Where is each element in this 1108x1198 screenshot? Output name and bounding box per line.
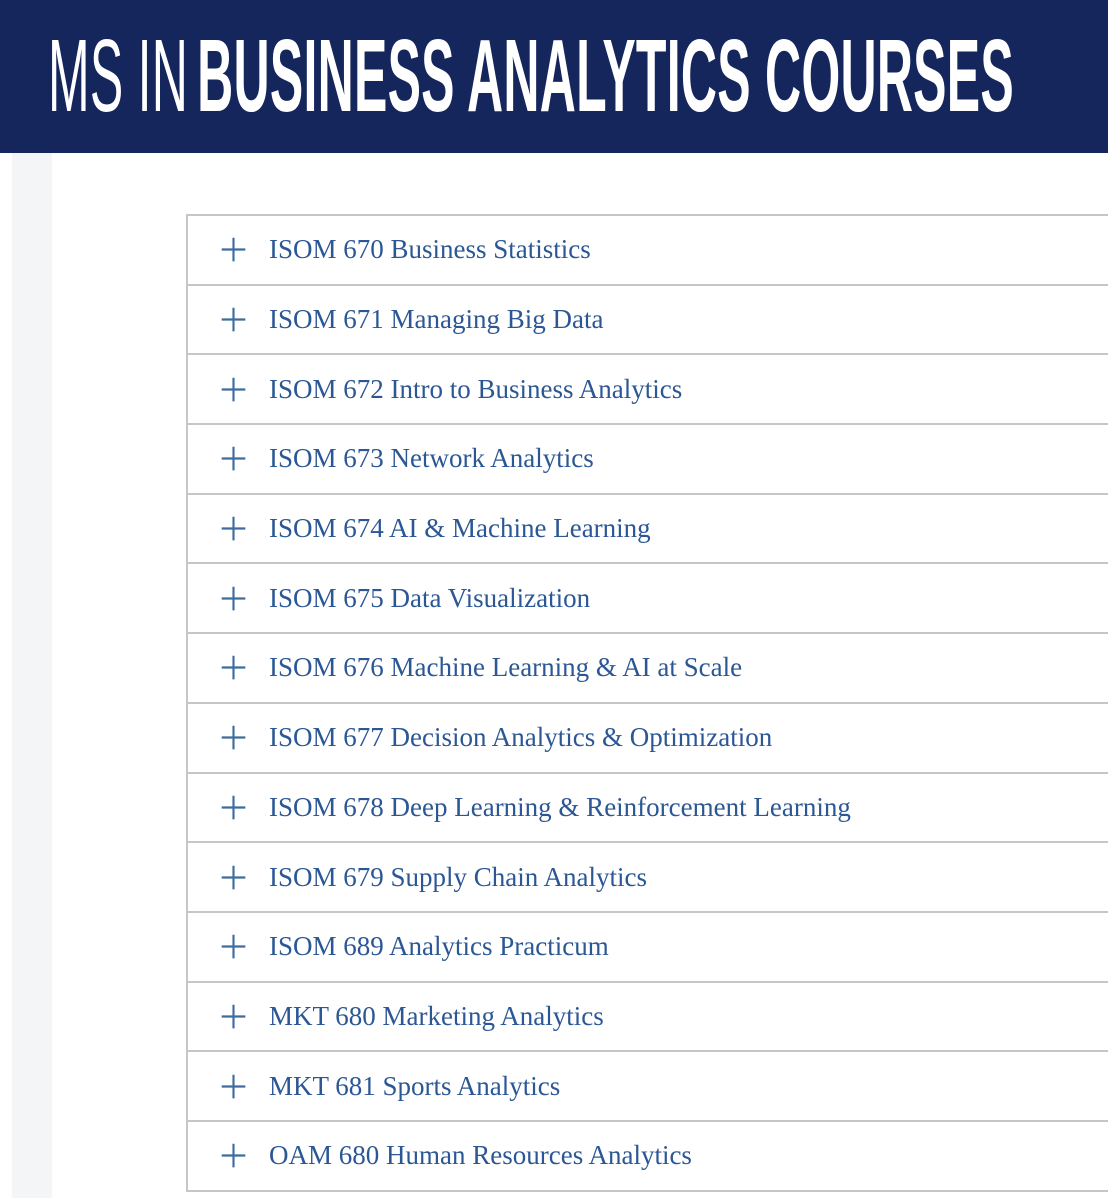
accordion-item-isom-674[interactable]	[188, 495, 1108, 565]
plus-icon	[220, 794, 247, 821]
accordion-item-isom-675[interactable]	[188, 564, 1108, 634]
accordion-item-label: MKT 681 Sports Analytics	[269, 1070, 561, 1101]
accordion-item-isom-677[interactable]	[188, 704, 1108, 774]
accordion-item-label: ISOM 670 Business Statistics	[269, 234, 591, 265]
plus-icon	[220, 306, 247, 333]
page-title	[48, 0, 1014, 153]
plus-icon	[220, 515, 247, 542]
accordion-item-isom-671[interactable]	[188, 286, 1108, 356]
accordion-item-isom-670[interactable]	[188, 216, 1108, 286]
accordion-item-oam-680[interactable]	[188, 1122, 1108, 1192]
accordion-item-isom-672[interactable]	[188, 355, 1108, 425]
left-gutter-strip	[12, 153, 52, 1198]
plus-icon	[220, 724, 247, 751]
plus-icon	[220, 585, 247, 612]
page-header	[0, 0, 1108, 153]
plus-icon	[220, 654, 247, 681]
plus-icon	[220, 864, 247, 891]
accordion-item-label: ISOM 673 Network Analytics	[269, 443, 594, 474]
plus-icon	[220, 376, 247, 403]
accordion-item-mkt-680[interactable]	[188, 983, 1108, 1053]
page-title-emphasis: BUSINESS ANALYTICS COURSES	[197, 18, 1014, 134]
accordion-item-label: MKT 680 Marketing Analytics	[269, 1000, 604, 1031]
accordion-item-isom-689[interactable]	[188, 913, 1108, 983]
accordion-item-label: ISOM 689 Analytics Practicum	[269, 931, 609, 962]
plus-icon	[220, 1073, 247, 1100]
course-accordion	[186, 214, 1108, 1192]
accordion-item-label: ISOM 671 Managing Big Data	[269, 304, 604, 335]
accordion-item-label: ISOM 672 Intro to Business Analytics	[269, 373, 683, 404]
plus-icon	[220, 933, 247, 960]
accordion-item-label: ISOM 676 Machine Learning & AI at Scale	[269, 652, 743, 683]
accordion-item-label: ISOM 677 Decision Analytics & Optimization	[269, 722, 773, 753]
page-title-prefix: MS IN	[48, 18, 189, 134]
accordion-item-label: ISOM 678 Deep Learning & Reinforcement Learning	[269, 791, 851, 822]
accordion-item-label: OAM 680 Human Resources Analytics	[269, 1140, 692, 1171]
plus-icon	[220, 1142, 247, 1169]
accordion-item-isom-676[interactable]	[188, 634, 1108, 704]
accordion-item-label: ISOM 675 Data Visualization	[269, 582, 591, 613]
accordion-item-label: ISOM 674 AI & Machine Learning	[269, 513, 651, 544]
plus-icon	[220, 445, 247, 472]
accordion-item-isom-678[interactable]	[188, 774, 1108, 844]
accordion-item-mkt-681[interactable]	[188, 1052, 1108, 1122]
accordion-item-isom-673[interactable]	[188, 425, 1108, 495]
accordion-item-isom-679[interactable]	[188, 843, 1108, 913]
plus-icon	[220, 236, 247, 263]
plus-icon	[220, 1003, 247, 1030]
accordion-item-label: ISOM 679 Supply Chain Analytics	[269, 861, 648, 892]
